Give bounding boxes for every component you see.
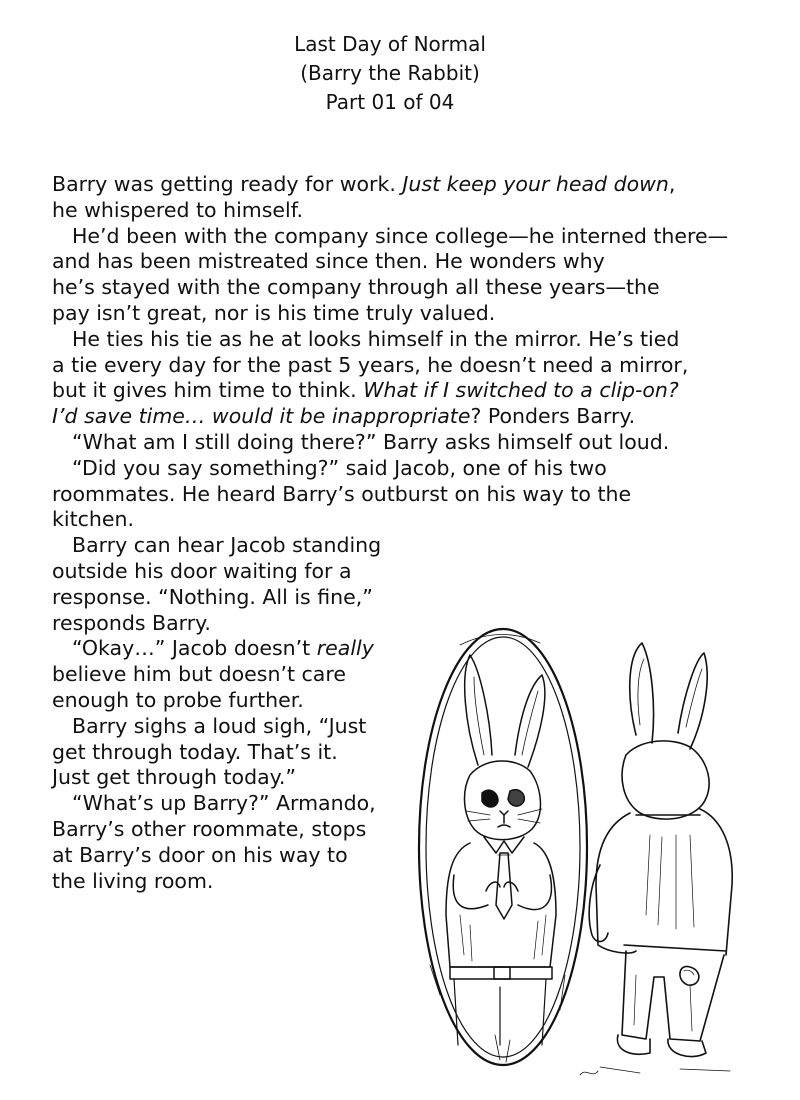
story-line: he’s stayed with the company through all these years—the (52, 275, 660, 300)
story-line: He ties his tie as he at looks himself in the mirror. He’s tied (72, 326, 680, 351)
title-block (0, 30, 780, 117)
mirror-frame (419, 629, 587, 1065)
artist-mark (580, 1071, 598, 1075)
rabbit-back-view (589, 643, 732, 1073)
story-line: enough to probe further. (52, 687, 304, 712)
story-line: he whispered to himself. (52, 197, 303, 222)
story-line: “What’s up Barry?” Armando, (72, 791, 376, 816)
story-subtitle: (Barry the Rabbit) (300, 61, 480, 85)
story-line: kitchen. (52, 507, 134, 532)
story-line: believe him but doesn’t care (52, 662, 346, 687)
story-line: Barry sighs a loud sigh, “Just (72, 713, 367, 738)
story-line: Barry was getting ready for work. Just keep your head down, (52, 172, 676, 196)
rabbit-mirror-illustration (400, 615, 790, 1085)
story-line: He’d been with the company since college—he interned there— (72, 223, 729, 248)
story-line: get through today. That’s it. (52, 739, 338, 764)
story-line: Barry can hear Jacob standing (72, 533, 382, 558)
story-title: Last Day of Normal (294, 32, 486, 56)
story-line: I’d save time… would it be inappropriate? Ponders Barry. (52, 404, 636, 429)
story-line: the living room. (52, 868, 214, 893)
story-line: roommates. He heard Barry’s outburst on his way to the (52, 481, 632, 506)
story-line: outside his door waiting for a (52, 558, 352, 583)
story-line: responds Barry. (52, 610, 211, 635)
story-line: Barry’s other roommate, stops (52, 816, 367, 841)
story-line: a tie every day for the past 5 years, he doesn’t need a mirror, (52, 352, 689, 377)
story-line: pay isn’t great, nor is his time truly valued. (52, 300, 496, 325)
story-line: at Barry’s door on his way to (52, 842, 348, 867)
story-line: and has been mistreated since then. He wonders why (52, 249, 605, 274)
story-line: “Okay…” Jacob doesn’t really (72, 636, 374, 661)
story-line: “Did you say something?” said Jacob, one of his two (72, 455, 607, 480)
story-line: but it gives him time to think. What if I switched to a clip-on? (52, 378, 679, 403)
story-line: Just get through today.” (52, 765, 297, 790)
story-line: “What am I still doing there?” Barry asks himself out loud. (72, 429, 670, 454)
part-number: Part 01 of 04 (325, 90, 455, 114)
reflected-rabbit (446, 655, 556, 1045)
story-line: response. “Nothing. All is fine,” (52, 584, 373, 609)
